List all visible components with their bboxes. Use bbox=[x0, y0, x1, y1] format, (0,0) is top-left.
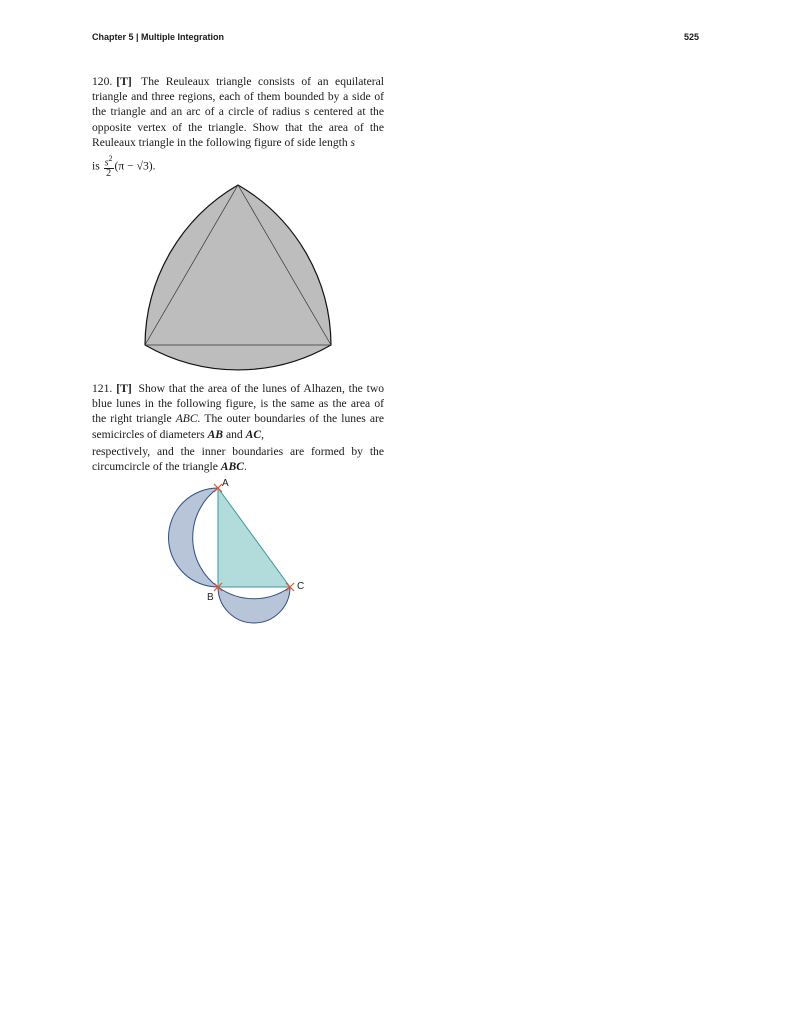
problem-120-text bbox=[92, 74, 384, 150]
variable-abc: ABC bbox=[220, 460, 244, 474]
lune-bottom bbox=[218, 587, 290, 623]
fraction-exponent: 2 bbox=[108, 154, 113, 164]
fraction bbox=[104, 154, 114, 179]
fraction-denominator: 2 bbox=[106, 168, 112, 180]
technology-tag: [T] bbox=[116, 75, 132, 88]
variable-ac: AC bbox=[245, 427, 262, 441]
lune-left bbox=[169, 488, 219, 587]
formula-tail: (π − √3). bbox=[114, 159, 156, 173]
fraction-numerator: s bbox=[104, 157, 109, 169]
reuleaux-shape bbox=[145, 185, 331, 370]
problem-121 bbox=[92, 381, 384, 474]
problem-121-body-2: The outer boundaries of the lunes are semicircles of diameters bbox=[92, 412, 384, 441]
problem-120-body: The Reuleaux triangle consists of an equilateral triangle and three regions, each of them bounded by a side of the triangle and an arc of a circle of radius s centered at the opposite vertex of the triangle. Show that the area of the Reuleaux triangle in the following figure of side length bbox=[92, 75, 384, 149]
page-number: 525 bbox=[683, 32, 699, 42]
comma: , bbox=[261, 427, 264, 441]
reuleaux-triangle-figure bbox=[140, 180, 340, 375]
label-b: B bbox=[207, 592, 214, 603]
technology-tag: [T] bbox=[116, 382, 132, 395]
right-triangle-abc bbox=[218, 488, 290, 587]
is-word: is bbox=[92, 159, 100, 173]
triangle-abc-italic: ABC. bbox=[175, 412, 201, 426]
problem-121-body-3: respectively, and the inner boundaries are formed by the circumcircle of the triangle bbox=[92, 444, 384, 474]
problem-number: 120. bbox=[92, 75, 113, 88]
period: . bbox=[243, 460, 247, 474]
variable-s: s bbox=[350, 135, 356, 149]
problem-121-text bbox=[92, 381, 384, 442]
label-c: C bbox=[297, 581, 305, 592]
page-header bbox=[92, 32, 699, 46]
lunes-of-alhazen-figure bbox=[160, 474, 320, 630]
problem-120 bbox=[92, 74, 384, 178]
variable-ab: AB bbox=[207, 427, 224, 441]
area-formula bbox=[92, 154, 384, 178]
label-a: A bbox=[222, 478, 229, 489]
problem-121-body: Show that the area of the lunes of Alhazen, the two blue lunes in the following figure, is the same as the area of the right triangle bbox=[92, 382, 384, 426]
problem-121-text-2 bbox=[92, 444, 384, 474]
problem-number: 121. bbox=[92, 382, 113, 395]
and-word: and bbox=[225, 427, 243, 441]
chapter-title: Chapter 5 | Multiple Integration bbox=[92, 32, 225, 42]
